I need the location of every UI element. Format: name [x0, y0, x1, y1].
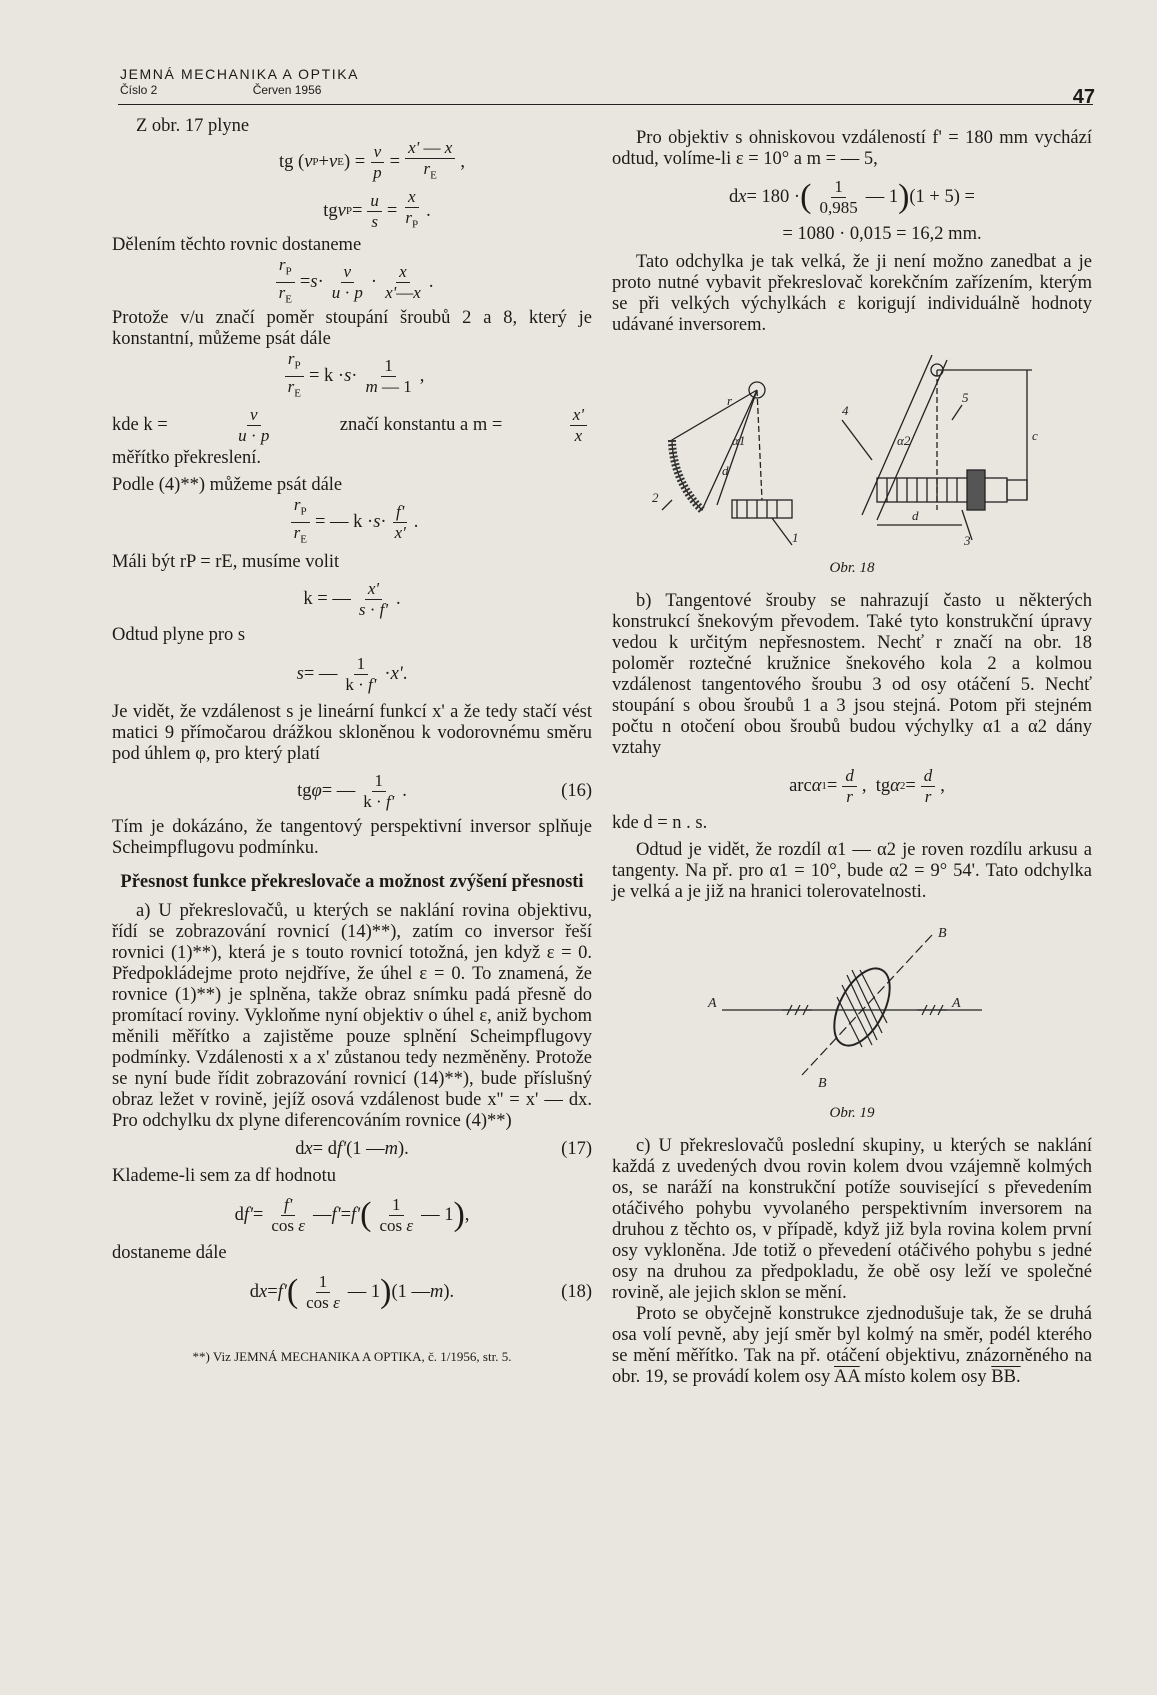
issue-date: Červen 1956: [252, 83, 322, 97]
equation-16: tg φ = — $\frac{1}{k \cdot f'}$ . (16): [297, 770, 592, 811]
axis-bb-line: [802, 935, 932, 1075]
figure-18: [632, 350, 1072, 550]
footnote: **) Viz JEMNÁ MECHANIKA A OPTIKA, č. 1/1956, str. 5.: [192, 1349, 512, 1364]
equation-df: d f' = $\frac{f'}{\text{cos ε}}$ — f' = f' ( $\frac{1}{\text{cos ε}}$ — 1 ) ,: [234, 1194, 470, 1235]
fig18-label-1: 1: [792, 530, 799, 545]
equation-dx-result: = 1080 · 0,015 = 16,2 mm.: [782, 224, 982, 244]
equation-tg-vp: tg v P = $\frac{u}{s}$ = $\frac{x}{r_P}$ .: [323, 187, 431, 231]
issue-number: Číslo 2: [120, 83, 158, 97]
figure-19-caption: Obr. 19: [829, 1105, 875, 1121]
fig18-label-3: 3: [964, 533, 971, 548]
paragraph-tato: Tato odchylka je tak velká, že ji není možno zanedbat a je proto nutné vybavit překreslovač korekčním zařízením, kterým se při velkých výchylkách ε korigují individuálně hodnoty udávané inversorem.: [612, 252, 1092, 335]
fig18-label-d2: d: [912, 508, 919, 523]
fig19-label-a-right: A: [952, 996, 961, 1011]
equation-18-number: (18): [561, 1281, 592, 1302]
right-column: [612, 128, 1092, 1388]
paragraph-odtud: Odtud plyne pro s: [112, 625, 246, 645]
equation-17-number: (17): [561, 1138, 592, 1159]
paragraph-tim: Tím je dokázáno, že tangentový perspektivní inversor splňuje Scheimpflugovu podmínku.: [112, 817, 592, 858]
fig18-label-r: r: [727, 393, 733, 408]
paragraph-kde-end: měřítko překreslení.: [112, 448, 261, 468]
page-number: 47: [1072, 86, 1095, 108]
paragraph-b: b) Tangentové šrouby se nahrazují často u některých konstrukcí šnekovým převodem. Také tyto konstrukční úpravy vedou k určitým nepřesnostem. Nechť r značí na obr. 18 poloměr roztečné kružnice šnekového kola 2 a kolmou vzdálenost tangentového šroubu 3 od osy otáčení 5. Nechť stoupání s obou šroubů 1 a 3 jsou stejná. Potom při stejném počtu n otočení obou šroubů budou výchylky α1 a α2 dány vztahy: [612, 591, 1092, 758]
paragraph-dostaneme: dostaneme dále: [112, 1243, 227, 1263]
fig18-label-c: c: [1032, 428, 1038, 443]
equation-16-number: (16): [561, 780, 592, 801]
axis-bb: BB.: [991, 1367, 1021, 1387]
paragraph-c: c) U překreslovačů poslední skupiny, u kterých se naklání každá z uvedených dvou rovin kolem dvou vzájemně kolmých os, se naráží na konstrukční potíže související s převedením otáčivého pohybu vyvolaného perspektivním inversorem na druhou z těchto os, v případě, když již byla rovina kolem první osy vykloněna. Jde totiž o převedení otáčivého pohybu s jedné osy na druhou za předpokladu, že obě osy leží ve společné rovině, ale jejich sklon se mění.: [612, 1136, 1092, 1303]
equation-18: d x = f' ( $\frac{1}{\text{cos ε}}$ — 1 ) (1 — m ). (18): [249, 1271, 592, 1312]
paragraph-kde: kde k = $\frac{v}{u \cdot p}$ značí konstantu a m = $\frac{x'}{x}$: [112, 402, 592, 448]
equation-f: $\frac{r_P}{r_E}$ = — k · s · $\frac{f'}{x'}$ .: [112, 496, 592, 548]
axis-aa: $\overline{AA}$: [834, 1367, 860, 1387]
fig18-label-4: 4: [842, 403, 849, 418]
paragraph-pro: Pro objektiv s ohniskovou vzdáleností f' = 180 mm vychází odtud, volíme-li ε = 10° a m = — 5,: [612, 128, 1092, 169]
paragraph-since: Protože v/u značí poměr stoupání šroubů 2 a 8, který je konstantní, můžeme psát dále: [112, 308, 592, 349]
equation-s: s = — $\frac{1}{k \cdot f'}$ · x' .: [296, 653, 408, 694]
equation-tg-sum: tg ( v P + v E ) = $\frac{v}{p}$ = $\frac{x' — x}{r_E}$ ,: [279, 138, 465, 182]
left-column: [112, 116, 592, 1367]
paragraph-intro: Z obr. 17 plyne: [136, 116, 250, 136]
fig19-label-b-top: B: [938, 926, 947, 941]
equation-dx-value: d x = 180 · ( $\frac{1}{0,985}$ — 1 ) (1 + 5) =: [729, 176, 975, 217]
paragraph-proto: Proto se obyčejně konstrukce zjednodušuje tak, že se druhá osa volí pevně, aby její směr byl kolmý na směr, podél kterého se mění měřítko. Tak na př. otáčení objektivu, znázorněného na obr. 19, se provádí kolem osy $\overline{AA}$ místo kolem osy BB.: [612, 1304, 1092, 1387]
paragraph-odtud-2: Odtud je vidět, že rozdíl α1 — α2 je roven rozdílu arkusu a tangenty. Na př. pro α1 = 10°, bude α2 = 9° 54'. Tato odchylka je velká a je již na hranici tolerovatelnosti.: [612, 840, 1092, 902]
equation-k-choice: k = — $\frac{x'}{s \cdot f'}$ .: [303, 578, 401, 619]
fig18-label-2: 2: [652, 490, 659, 505]
fig18-label-d: d: [722, 463, 729, 478]
fig19-label-a-left: A: [708, 996, 717, 1011]
paragraph-podle: Podle (4)**) můžeme psát dále: [112, 475, 343, 495]
equation-k: $\frac{r_P}{r_E}$ = k · s · $\frac{1}{m — 1}$ ,: [112, 350, 592, 402]
equation-17: d x = d f' (1 — m ). (17): [295, 1138, 592, 1159]
paragraph-mali: Máli být rP = rE, musíme volit: [112, 552, 340, 572]
equation-ratio: $\frac{r_P}{r_E}$ = s · $\frac{v}{u \cdot p}$ · $\frac{x}{x'—x}$ .: [112, 256, 592, 308]
fig18-label-alpha2: α2: [897, 433, 911, 448]
paragraph-kde-d: kde d = n . s.: [612, 813, 708, 833]
paragraph-divide: Dělením těchto rovnic dostaneme: [112, 235, 362, 255]
section-heading: Přesnost funkce překreslovače a možnost zvýšení přesnosti: [120, 872, 584, 892]
figure-19: [702, 915, 1002, 1095]
header-rule: [118, 104, 1093, 105]
paragraph-je-videt: Je vidět, že vzdálenost s je lineární funkcí x' a že tedy stačí vést matici 9 přímočarou drážkou skloněnou k vodorovnému směru pod úhlem φ, pro který platí: [112, 702, 592, 764]
journal-title: JEMNÁ MECHANIKA A OPTIKA: [120, 66, 360, 82]
equation-arc: arc α 1 = $\frac{d}{r}$ , tg α 2 = $\frac{d}{r}$ ,: [789, 765, 945, 806]
running-header: [120, 66, 359, 97]
fig18-label-alpha1: α1: [732, 433, 746, 448]
fig19-label-b-bottom: B: [818, 1076, 827, 1091]
figure-18-caption: Obr. 18: [829, 560, 875, 576]
fig18-label-5: 5: [962, 390, 969, 405]
paragraph-a: a) U překreslovačů, u kterých se naklání rovina objektivu, řídí se zobrazování rovnicí (14)**), zatím co inversor řeší rovnici (1)**), která je s touto rovnicí totožná, jen když ε = 0. Předpokládejme proto nejdříve, že úhel ε = 0. To znamená, že rovnice (1)**) je splněna, takže obraz snímku padá přesně do promítací roviny. Vykloňme nyní objektiv o úhel ε, aniž bychom měnili měřítko a zajistěme pouze splnění Scheimpflugovy podmínky. Vzdálenosti x a x' zůstanou tedy nezměněny. Protože se nyní bude řídit zobrazování rovnicí (14)**), bude příslušný obraz ležet v rovině, jejíž osová vzdálenost bude x'' = x' — dx. Pro odchylku dx plyne diferencováním rovnice (4)**): [112, 901, 592, 1131]
paragraph-klademe: Klademe-li sem za df hodnotu: [112, 1166, 336, 1186]
